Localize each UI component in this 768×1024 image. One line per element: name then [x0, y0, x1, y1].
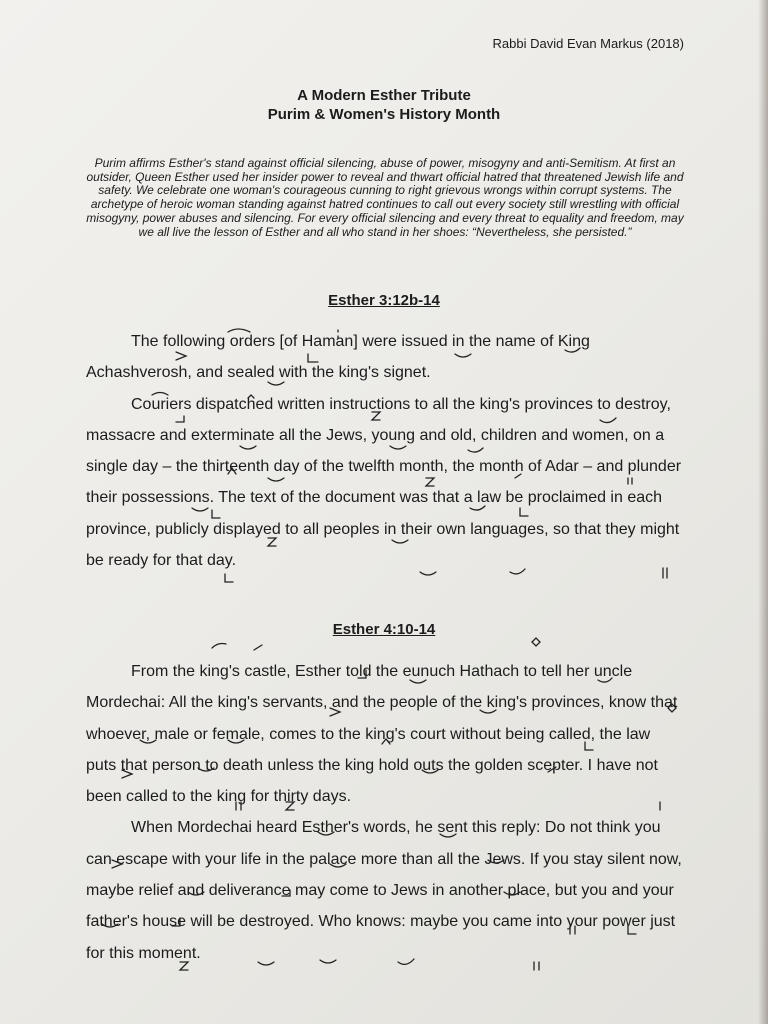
- passage-paragraph: From the king's castle, Esther told the eunuch Hathach to tell her uncle Mordechai: All the king's servants, and the people of the king's provinces, know that whoever, male or female, comes to the king's court without being called, the law puts that person to death unless the king hold outs the golden scepter. I have not been called to the king for thirty days.: [86, 663, 678, 806]
- section-heading-esther-4: Esther 4:10-14: [332, 621, 436, 638]
- passage-esther-3: [86, 326, 684, 576]
- document-title: [0, 86, 768, 124]
- passage-paragraph: Couriers dispatched written instructions to all the king's provinces to destroy, massacre and exterminate all the Jews, young and old, children and women, on a single day – the thirteenth day of the twelfth month, the month of Adar – and plunder their possessions. The text of the document was that a law be proclaimed in each province, publicly displayed to all peoples in their own languages, so that they might be ready for that day.: [86, 395, 682, 570]
- title-line-2: Purim & Women's History Month: [267, 106, 501, 123]
- section-heading-esther-3: Esther 3:12b-14: [328, 292, 440, 309]
- page-edge-shadow: [758, 0, 768, 1024]
- title-line-1: A Modern Esther Tribute: [297, 87, 471, 104]
- passage-esther-4: [86, 656, 684, 969]
- intro-paragraph: Purim affirms Esther's stand against official silencing, abuse of power, misogyny and anti-Semitism. At first an outsider, Queen Esther used her insider power to reveal and thwart official hatred that threatened Jewish life and safety. We celebrate one woman's courageous cunning to right grievous wrongs within corrupt systems. The archetype of heroic woman standing against hatred continues to call out every society still wrestling with official misogyny, power abuses and silencing. For every official silencing and every threat to equality and freedom, may we all live the lesson of Esther and all who stand in her shoes: “Nevertheless, she persisted.”: [86, 156, 684, 239]
- author-line: Rabbi David Evan Markus (2018): [492, 36, 684, 51]
- passage-paragraph: The following orders [of Haman] were issued in the name of King Achashverosh, and sealed with the king's signet.: [86, 333, 590, 382]
- passage-paragraph: When Mordechai heard Esther's words, he sent this reply: Do not think you can escape with your life in the palace more than all the Jews. If you stay silent now, maybe relief and deliverance may come to Jews in another place, but you and your father's house will be destroyed. Who knows: maybe you came into your power just for this moment.: [86, 819, 682, 962]
